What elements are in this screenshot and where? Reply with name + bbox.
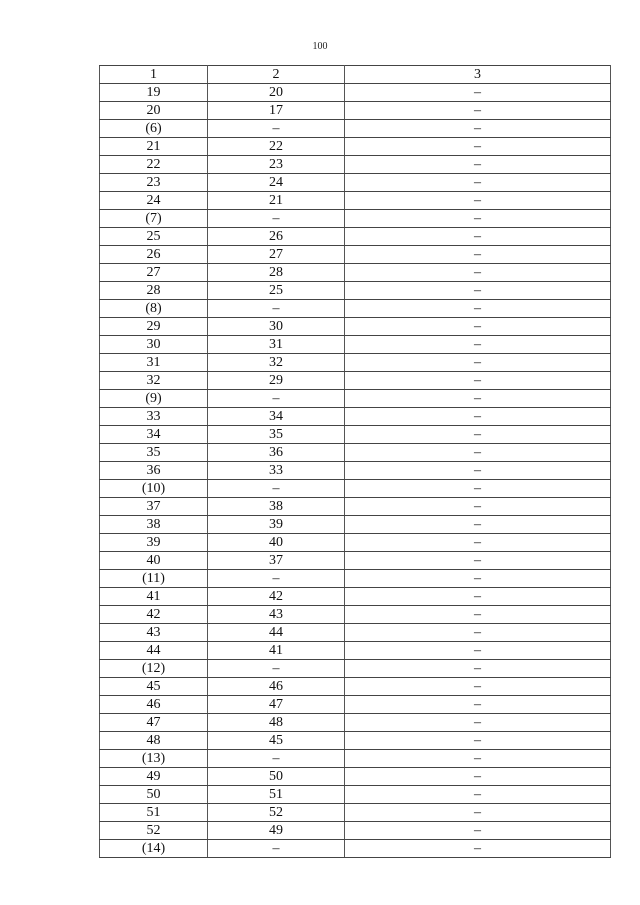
table-cell-col-3: – — [345, 84, 611, 102]
table-cell-col-3: – — [345, 426, 611, 444]
table-cell-col-1: 41 — [100, 588, 208, 606]
table-cell-col-1: (12) — [100, 660, 208, 678]
table-cell-col-3: – — [345, 804, 611, 822]
table-cell-col-3: – — [345, 282, 611, 300]
table-cell-col-2: 41 — [208, 642, 345, 660]
table-row — [100, 354, 611, 372]
table-cell-col-1: (8) — [100, 300, 208, 318]
table-cell-col-1: 31 — [100, 354, 208, 372]
table-row — [100, 462, 611, 480]
table-cell-col-3: – — [345, 750, 611, 768]
table-cell-col-3: – — [345, 444, 611, 462]
table-row — [100, 84, 611, 102]
table-cell-col-3: – — [345, 498, 611, 516]
table-cell-col-3: – — [345, 228, 611, 246]
table-row — [100, 192, 611, 210]
table-row — [100, 678, 611, 696]
table-row — [100, 552, 611, 570]
table-cell-col-1: 46 — [100, 696, 208, 714]
table-cell-col-2: 44 — [208, 624, 345, 642]
table-cell-col-2: 46 — [208, 678, 345, 696]
table-row — [100, 480, 611, 498]
table-cell-col-2: 21 — [208, 192, 345, 210]
table-cell-col-2: 35 — [208, 426, 345, 444]
table-row — [100, 246, 611, 264]
table-cell-col-3: – — [345, 516, 611, 534]
table-header-row — [100, 66, 611, 84]
table-cell-col-1: 40 — [100, 552, 208, 570]
table-row — [100, 534, 611, 552]
table-cell-col-3: – — [345, 534, 611, 552]
table-cell-col-2: 37 — [208, 552, 345, 570]
table-cell-col-1: (14) — [100, 840, 208, 858]
column-header-1: 1 — [100, 66, 208, 84]
table-cell-col-1: 28 — [100, 282, 208, 300]
data-table — [99, 65, 611, 858]
table-row — [100, 102, 611, 120]
table-cell-col-1: 20 — [100, 102, 208, 120]
table-cell-col-1: 39 — [100, 534, 208, 552]
table-row — [100, 228, 611, 246]
table-row — [100, 390, 611, 408]
table-cell-col-3: – — [345, 570, 611, 588]
table-row — [100, 570, 611, 588]
table-cell-col-3: – — [345, 390, 611, 408]
table-cell-col-2: 20 — [208, 84, 345, 102]
table-cell-col-3: – — [345, 120, 611, 138]
table-row — [100, 318, 611, 336]
table-cell-col-3: – — [345, 696, 611, 714]
table-cell-col-3: – — [345, 372, 611, 390]
table-row — [100, 174, 611, 192]
table-cell-col-2: – — [208, 840, 345, 858]
table-cell-col-1: 50 — [100, 786, 208, 804]
table-row — [100, 750, 611, 768]
table-header — [100, 66, 611, 84]
table-row — [100, 696, 611, 714]
table-row — [100, 840, 611, 858]
table-cell-col-3: – — [345, 408, 611, 426]
table-cell-col-2: 51 — [208, 786, 345, 804]
table-cell-col-2: 38 — [208, 498, 345, 516]
table-cell-col-1: 49 — [100, 768, 208, 786]
table-cell-col-1: 36 — [100, 462, 208, 480]
table-row — [100, 156, 611, 174]
table-cell-col-3: – — [345, 336, 611, 354]
table-cell-col-1: 51 — [100, 804, 208, 822]
table-cell-col-3: – — [345, 264, 611, 282]
table-cell-col-1: (6) — [100, 120, 208, 138]
table-cell-col-1: 42 — [100, 606, 208, 624]
table-cell-col-2: 50 — [208, 768, 345, 786]
table-cell-col-3: – — [345, 192, 611, 210]
table-cell-col-1: 26 — [100, 246, 208, 264]
table-row — [100, 372, 611, 390]
table-cell-col-2: 23 — [208, 156, 345, 174]
table-cell-col-1: 37 — [100, 498, 208, 516]
table-cell-col-1: 45 — [100, 678, 208, 696]
table-cell-col-1: (10) — [100, 480, 208, 498]
table-row — [100, 264, 611, 282]
table-cell-col-1: (7) — [100, 210, 208, 228]
table-cell-col-1: 38 — [100, 516, 208, 534]
table-cell-col-1: 43 — [100, 624, 208, 642]
table-row — [100, 282, 611, 300]
table-cell-col-2: 39 — [208, 516, 345, 534]
table-body — [100, 84, 611, 858]
table-row — [100, 624, 611, 642]
table-row — [100, 804, 611, 822]
column-header-2: 2 — [208, 66, 345, 84]
table-cell-col-2: – — [208, 660, 345, 678]
table-cell-col-2: 25 — [208, 282, 345, 300]
table-cell-col-3: – — [345, 138, 611, 156]
table-cell-col-2: – — [208, 480, 345, 498]
table-cell-col-1: 22 — [100, 156, 208, 174]
table-cell-col-2: 27 — [208, 246, 345, 264]
table-cell-col-3: – — [345, 246, 611, 264]
table-cell-col-3: – — [345, 354, 611, 372]
table-cell-col-2: 42 — [208, 588, 345, 606]
table-cell-col-1: 34 — [100, 426, 208, 444]
table-cell-col-2: 47 — [208, 696, 345, 714]
table-cell-col-2: 32 — [208, 354, 345, 372]
table-cell-col-2: 22 — [208, 138, 345, 156]
table-cell-col-3: – — [345, 840, 611, 858]
table-cell-col-1: 30 — [100, 336, 208, 354]
table-cell-col-2: 48 — [208, 714, 345, 732]
table-cell-col-3: – — [345, 174, 611, 192]
table-row — [100, 606, 611, 624]
table-cell-col-3: – — [345, 642, 611, 660]
table-row — [100, 210, 611, 228]
table-cell-col-1: 47 — [100, 714, 208, 732]
column-header-3: 3 — [345, 66, 611, 84]
table-cell-col-2: 36 — [208, 444, 345, 462]
table-cell-col-3: – — [345, 462, 611, 480]
table-cell-col-2: 40 — [208, 534, 345, 552]
table-row — [100, 120, 611, 138]
table-cell-col-1: 21 — [100, 138, 208, 156]
table-cell-col-1: (11) — [100, 570, 208, 588]
table-cell-col-1: (13) — [100, 750, 208, 768]
table-cell-col-3: – — [345, 624, 611, 642]
table-cell-col-1: 48 — [100, 732, 208, 750]
table-row — [100, 588, 611, 606]
table-cell-col-1: 24 — [100, 192, 208, 210]
table-cell-col-3: – — [345, 588, 611, 606]
table-cell-col-1: (9) — [100, 390, 208, 408]
table-cell-col-2: – — [208, 120, 345, 138]
table-cell-col-1: 19 — [100, 84, 208, 102]
table-cell-col-3: – — [345, 210, 611, 228]
table-cell-col-2: 17 — [208, 102, 345, 120]
table-cell-col-3: – — [345, 660, 611, 678]
table-cell-col-2: 29 — [208, 372, 345, 390]
table-cell-col-2: – — [208, 210, 345, 228]
table-row — [100, 768, 611, 786]
table-cell-col-3: – — [345, 606, 611, 624]
table-row — [100, 732, 611, 750]
table-row — [100, 138, 611, 156]
page-number: 100 — [312, 41, 328, 52]
table-cell-col-3: – — [345, 156, 611, 174]
table-cell-col-1: 25 — [100, 228, 208, 246]
table-cell-col-2: 31 — [208, 336, 345, 354]
table-row — [100, 426, 611, 444]
table-cell-col-2: 45 — [208, 732, 345, 750]
table-cell-col-2: – — [208, 390, 345, 408]
table-cell-col-3: – — [345, 300, 611, 318]
table-row — [100, 786, 611, 804]
table-row — [100, 642, 611, 660]
table-cell-col-3: – — [345, 552, 611, 570]
table-cell-col-1: 33 — [100, 408, 208, 426]
table-cell-col-1: 52 — [100, 822, 208, 840]
table-cell-col-1: 27 — [100, 264, 208, 282]
table-row — [100, 300, 611, 318]
table-cell-col-2: 28 — [208, 264, 345, 282]
table-cell-col-3: – — [345, 480, 611, 498]
table-cell-col-3: – — [345, 102, 611, 120]
table-cell-col-3: – — [345, 732, 611, 750]
table-cell-col-3: – — [345, 768, 611, 786]
table-row — [100, 516, 611, 534]
table-row — [100, 714, 611, 732]
table-cell-col-1: 29 — [100, 318, 208, 336]
table-cell-col-3: – — [345, 318, 611, 336]
table-cell-col-1: 44 — [100, 642, 208, 660]
table-cell-col-2: – — [208, 750, 345, 768]
table-row — [100, 408, 611, 426]
table-cell-col-2: 49 — [208, 822, 345, 840]
table-row — [100, 660, 611, 678]
table-cell-col-3: – — [345, 822, 611, 840]
table-cell-col-1: 23 — [100, 174, 208, 192]
table-cell-col-2: 26 — [208, 228, 345, 246]
table-cell-col-2: 43 — [208, 606, 345, 624]
table-cell-col-3: – — [345, 714, 611, 732]
table-cell-col-3: – — [345, 678, 611, 696]
table-row — [100, 444, 611, 462]
table-cell-col-2: 34 — [208, 408, 345, 426]
table-cell-col-1: 32 — [100, 372, 208, 390]
table-cell-col-2: – — [208, 300, 345, 318]
table-cell-col-2: 30 — [208, 318, 345, 336]
table-cell-col-2: 24 — [208, 174, 345, 192]
table-cell-col-2: 33 — [208, 462, 345, 480]
table-row — [100, 822, 611, 840]
table-cell-col-2: 52 — [208, 804, 345, 822]
table-cell-col-2: – — [208, 570, 345, 588]
table-row — [100, 336, 611, 354]
table-row — [100, 498, 611, 516]
table-cell-col-1: 35 — [100, 444, 208, 462]
table-cell-col-3: – — [345, 786, 611, 804]
